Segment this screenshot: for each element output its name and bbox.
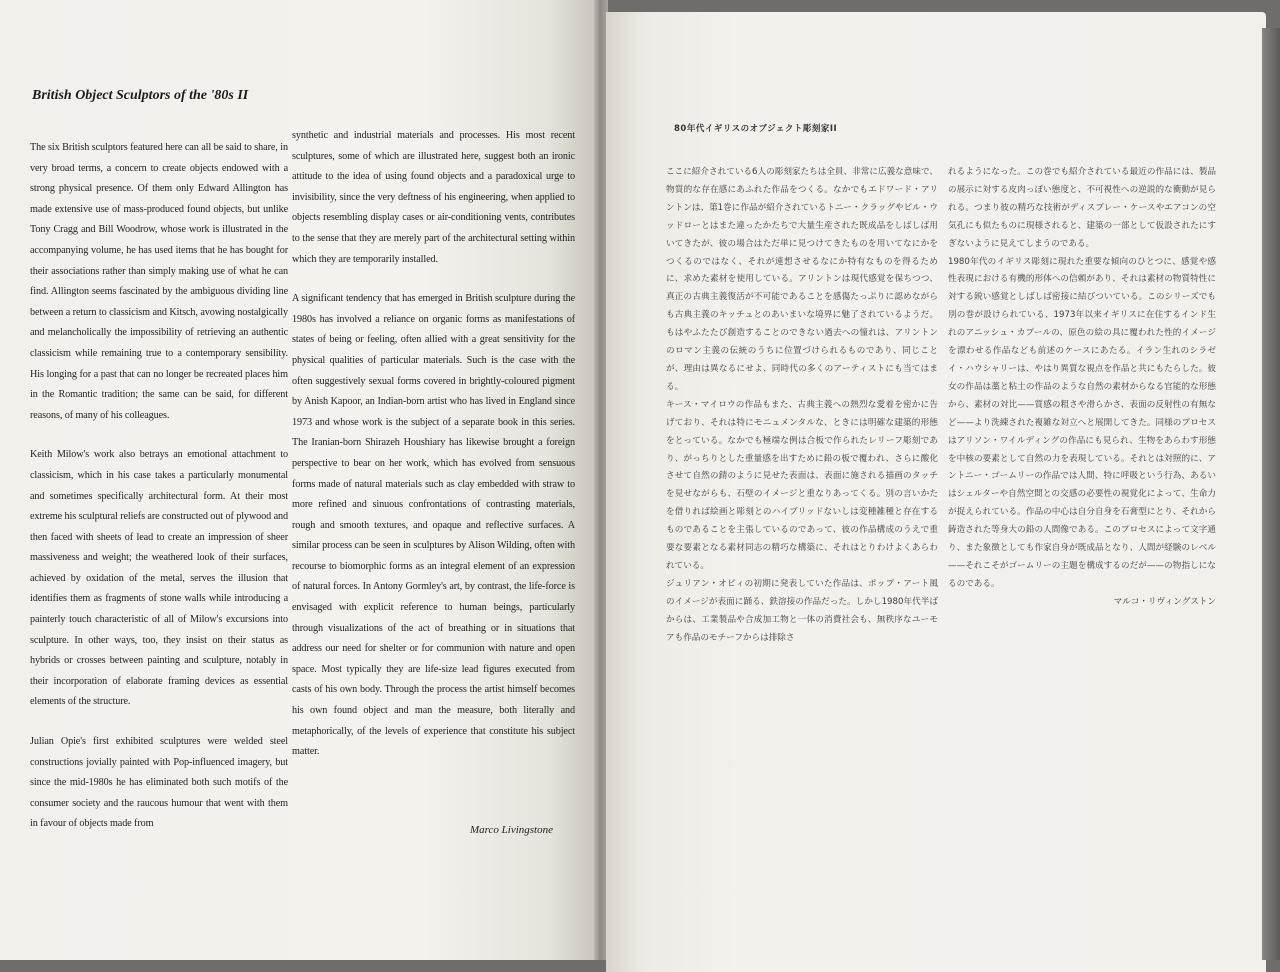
- english-column-1: [30, 138, 288, 854]
- jp-paragraph-2: キース・マイロウの作品もまた、古典主義への熱烈な愛着を密かに告げており、それは特にモニュメンタルな、ときには明確な建築的形態をとっている。なかでも極端な例は合板で作られたレリーフ彫刻であり、がっちりとした重量感を出すために鉛の板で覆われ、さらに酸化させて自然の錆のように見せた表面は、表面に施される描画のタッチを見せながらも、石壁のイメージと重なりあってくる。別の言いかたを借りれば絵画と彫刻とのハイブリッドないしは変種雑種と存在するものであることを主張しているのであって、彼の作品構成のうえで重要な要素となる素材同志の精巧な構築に、それはとりわけよくあらわれている。: [666, 399, 938, 571]
- jp-paragraph-4: れるようになった。この巻でも紹介されている最近の作品には、製品の展示に対する皮肉っぽい態度と、不可視性への逆説的な衝動が見られる。つまり彼の精巧な技術がディスプレー・ケースやエアコンの空気孔にも似たものに現様されると、建築の一部として仮設されたにすぎないように見えてしまうのである。: [948, 167, 1216, 249]
- paragraph-opie: Julian Opie's first exhibited sculptures were welded steel constructions jovially painted with Pop-influenced imagery, but since the mid-1980s he has eliminated both such motifs of the consumer society and the raucous humour that went with them in favour of objects made from: [30, 736, 288, 830]
- japanese-signature: マルコ・リヴィングストン: [1113, 596, 1216, 607]
- english-column-2: [292, 126, 575, 782]
- japanese-column-2: [948, 164, 1216, 612]
- right-page: [606, 12, 1266, 972]
- jp-paragraph-3: ジュリアン・オピィの初期に発表していた作品は、ポップ・アート風のイメージが表面に踊る、鉄溶接の作品だった。しかし1980年代半ばからは、工業製品や合成加工物と一体の消費社会も、無秩序なユーモアも作品のモチーフからは排除さ: [666, 578, 938, 643]
- article-title: British Object Sculptors of the '80s II: [32, 88, 249, 103]
- paragraph-allington: The six British sculptors featured here can all be said to share, in very broad terms, a concern to create objects endowed with a strong physical presence. Of them only Edward Allington has made extensive use of mass-produced found objects, but unlike Tony Cragg and Bill Woodrow, whose work is illustrated in the accompanying volume, he has used items that he has bought for their associations rather than simply making use of what he can find. Allington seems fascinated by the ambiguous dividing line between a return to classicism and Kitsch, avowing nostalgically and melancholically the impossibility of retrieving an authentic classicism while remaining true to a contemporary sensibility. His longing for a past that can no longer be recreated places him in the Romantic tradition; the same can be said, for different reasons, of many of his colleagues.: [30, 142, 288, 421]
- jp-paragraph-1: ここに紹介されている6人の彫刻家たちは全員、非常に広義な意味で、物質的な存在感にあふれた作品をつくる。なかでもエドワード・アリントンは、第1巻に作品が紹介されているトニー・クラッグやビル・ウッドローとはまた違ったかたちで大量生産された既成品をしばしば用いてきたが、彼の場合はただ単に見つけてきたものを用いてなにかをつくるのではなく、それが連想させるなにか特有なものを得るために、求めた素材を使用している。アリントンは現代感覚を保ちつつ、真正の古典主義復活が不可能であることを感傷たっぷりに認めながらも古典主義のキッチュとのあいまいな境界に魅了されているようだ。もはやふたたび創造することのできない過去への憧れは、アリントンのロマン主義の伝統のうちに位置づけられるものであり、同じことが、理由は異なるにせよ、同時代の多くのアーティストにも当てはまる。: [666, 167, 938, 392]
- japanese-title: 80年代イギリスのオブジェクト彫刻家II: [674, 124, 838, 134]
- japanese-column-1: [666, 164, 938, 647]
- paragraph-milow: Keith Milow's work also betrays an emotional attachment to classicism, which in his case takes a particularly monumental and sometimes specifically architectural form. At their most extreme his sculptural reliefs are constructed out of plywood and then faced with sheets of lead to create an impression of sheer massiveness and weight; the weathered look of their surfaces, achieved by oxidation of the metal, serves the illusion that identifies them as fragments of stone walls while introducing a painterly touch characteristic of all of Milow's excursions into sculpture. In other ways, too, they insist on their status as hybrids or crosses between painting and sculpture, notably in their incorporation of elaborate framing devices as essential elements of the structure.: [30, 449, 289, 708]
- left-page: [0, 0, 596, 960]
- paragraph-organic-forms: A significant tendency that has emerged in British sculpture during the 1980s has involved a reliance on organic forms as manifestations of states of being or feeling, often allied with a great sensitivity for the physical qualities of particular materials. Such is the case with the often suggestively sexual forms covered in brightly-coloured pigment by Anish Kapoor, an Indian-born artist who has lived in England since 1973 and whose work is the subject of a separate book in this series. The Iranian-born Shirazeh Houshiary has likewise brought a foreign perspective to bear on her work, which has evolved from sensuous forms made of natural materials such as clay embedded with straw to more refined and sinuous confrontations of contrasting materials, rough and smooth textures, and opaque and reflective surfaces. A similar process can be seen in sculptures by Alison Wilding, often with recourse to biomorphic forms as an integral element of an expression of natural forces. In Antony Gormley's art, by contrast, the life-force is envisaged with explicit reference to human beings, particularly through visualizations of the act of breathing or in situations that address our need for shelter or for communion with nature and open space. Most typically they are life-size lead figures executed from casts of his own body. Through the process the artist himself becomes his own found object and man the measure, both literally and metaphorically, of the levels of experience that constitute his subject matter.: [292, 293, 575, 758]
- book-cover-edge: [1262, 28, 1280, 960]
- paragraph-opie-continued: synthetic and industrial materials and processes. His most recent sculptures, some of which are illustrated here, suggest both an ironic attitude to the idea of using found objects and a paradoxical urge to invisibility, since the very deftness of his engineering, when applied to objects resembling display cases or air-conditioning vents, contributes to the sense that they are merely part of the architectural setting within which they are temporarily installed.: [292, 130, 575, 265]
- author-signature: Marco Livingstone: [470, 824, 553, 836]
- jp-paragraph-5: 1980年代のイギリス彫刻に現れた重要な傾向のひとつに、感覚や感性表現における有機的形体への信頼があり、それは素材の物質特性に対する鋭い感覚としばしば密接に結びついている。このシリーズでも別の巻が設けられている、1973年以来イギリスに在住するインド生れのアニッシュ・カプールの、原色の絵の具に覆われた性的イメージを漂わせる作品なども前述のケースにあたる。イラン生れのシラゼイ・ハウシャリーは、やはり異質な視点を作品と共にもたらした。彼女の作品は藁と粘土の作品のような自然の素材からなる官能的な形態から、素材の対比——質感の粗さや滑らかさ、表面の反射性の有無など——より洗練された複雑な対立へと展開してきた。同様のプロセスはアリソン・ワイルディングの作品にも見られ、生物をあらわす形態を中核の要素として自然の力を表現している。それとは対照的に、アントニー・ゴームリーの作品では人間、特に呼吸という行為、あるいはシェルターや自然空間との交感の必要性の視覚化によって、生命力が捉えられている。作品の中心は自分自身を石膏型にとり、それから鋳造された等身大の鉛の人間像である。このプロセスによって文字通り、また象徴としても作家自身が既成品となり、人間が経験のレベル——それこそがゴームリーの主題を構成するのだが——の物指しになるのである。: [948, 256, 1216, 589]
